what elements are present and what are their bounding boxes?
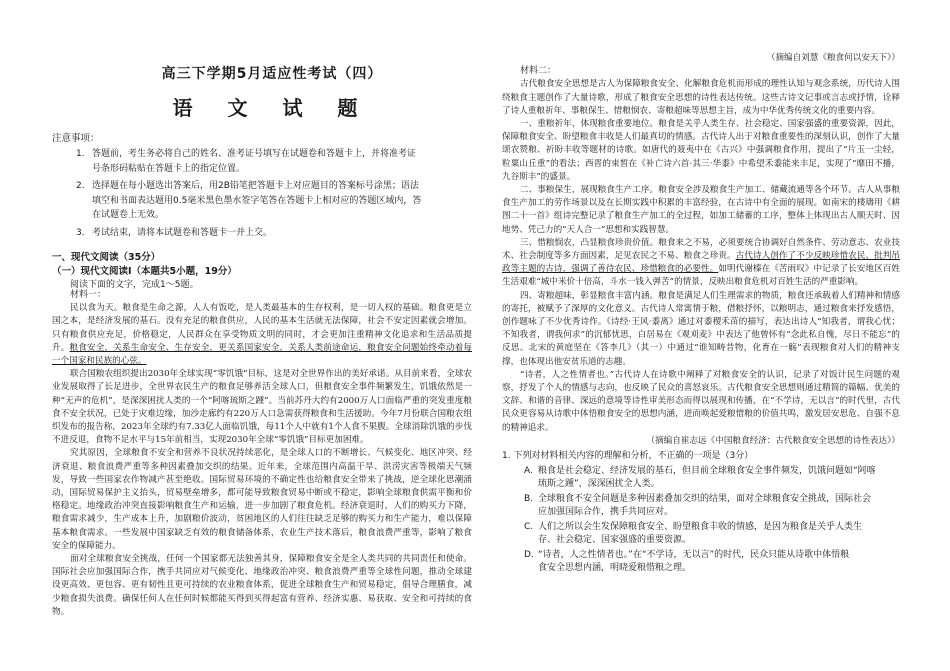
paragraph-text: 三、惜粮悯农，凸显粮食珍贵价值。粮食来之不易，必须要统合协调好自然条件、劳动意志、农业技术、社会制度等多方面因素，足见农民之不易、粮食之珍贵。 xyxy=(502,237,900,262)
paragraph: 一、重粮祈年，体现粮食重要地位。粮食是关乎人类生存、社会稳定、国家强盛的重要资源，因此，保障粮食安全、盼望粮食丰收是人们最真切的情感。古代诗人出于对粮食重要性的深刻认识，创作了大量颂农赞粮、祈盼丰收等题材的诗歌。如唐代的聂夷中在《古兴》中强调粮食作用，提出了“片玉一尘轻，粒粟山丘重”的看法；西晋的束皙在《补亡诗六首·其三·华黍》中希望禾黍能来丰足，实现了“靡田不播，九谷斯丰”的盛景。 xyxy=(502,119,900,182)
paragraph xyxy=(502,237,900,290)
notice-item xyxy=(76,179,471,223)
paragraph: 究其原因，全球粮食不安全和营养不良状况持续恶化，是全球人口的不断增长、气候变化、地区冲突、经济衰退、粮食浪费严重等多种因素叠加交织的结果。近年来，全球范围内高温干旱、洪涝灾害等极端天气频发，导致一些国家农作物减产甚至绝收。国际贸易环境的不确定性也给粮食安全带来了挑战，逆全球化思潮涌动，国际贸易保护主义抬头，贸易壁垒增多，都可能导致粮食贸易中断或不稳定，影响全球粮食供需平衡和价格稳定。地缘政治冲突直接影响粮食生产和运输，进一步加剧了粮食危机。经济衰退时，人们的购买力下降，粮食需求减少，生产成本上升，加剧粮价波动，贫困地区的人们往往缺乏足够的购买力和生产能力，难以保障基本粮食需求。一些发展中国家缺乏有效的粮食储备体系，农业生产技术落后，粮食浪费严重等，影响了粮食安全的保障能力。 xyxy=(52,448,472,551)
notice-list xyxy=(76,147,471,243)
option-letter: A. xyxy=(524,465,533,476)
notice-text: 在试题卷上无效。 xyxy=(92,210,165,220)
material-two-text xyxy=(502,52,900,576)
notice-number: 2. xyxy=(76,181,85,191)
option-text: 琉斯之踵”，深深困扰全人类。 xyxy=(538,479,660,490)
paragraph: “诗者，人之性情者也。”古代诗人在诗歌中阐释了对粮食安全的认识，记录了对饭计民生问题的观察，抒发了个人的情感与志向，也反映了民众的喜怒哀乐。古代粮食安全思想则通过精简的篇幅、优美的文辞、和谐的音律、深远的意境等诗性审美形态而得以展现和传播，在“不学诗，无以言”的时代里，古代民众更容易从诗歌中体悟粮食安全的思想内涵，进而唤起爱粮惜粮的价值共鸣，激发居安思危、自强不息的精神追求。 xyxy=(502,369,900,433)
option-text: 应加强国际合作，携手共同应对。 xyxy=(538,507,674,518)
option-letter: D. xyxy=(524,549,534,560)
underlined-text: 粮食安全，关系生命安全、生存安全，更关系国家安全，关系人类前途命运，粮食安全问题始终牵动着每一个国家和民族的心弦。 xyxy=(52,342,472,367)
option-text: 粮食是社会稳定、经济发展的基石，但目前全球粮食安全事件频发，饥饿问题如“阿喀 xyxy=(538,465,876,476)
notice-item xyxy=(76,226,471,241)
notice-text: 考试结束，请将本试题卷和答题卡一并上交。 xyxy=(92,227,273,238)
option-text: “诗者，人之性情者也。”在“不学诗，无以言”的时代，民众只能从诗歌中体悟粮 xyxy=(538,549,850,560)
option-letter: C. xyxy=(524,521,534,532)
subsection-heading: （一）现代文阅读Ⅰ（本题共5小题，19分） xyxy=(52,266,237,277)
paragraph: 面对全球粮食安全挑战，任何一个国家都无法独善其身，保障粮食安全是全人类共同的共同责任和使命。国际社会应加强国际合作，携手共同应对气候变化、地缘政治冲突、粮食浪费严重等全球性问题，推动全球建设更高效、更包容、更有韧性且更可持续的农业粮食体系，促进全球粮食生产和贸易稳定，倡导合理膳食，减少粮食损失浪费。确保任何人在任何时候都能买得到买得起富有营养、经济实惠、易获取、安全和可持续的食物。 xyxy=(52,554,472,617)
material-one-label: 材料一： xyxy=(70,290,107,300)
option-text: 全球粮食不安全问题是多种因素叠加交织的结果，面对全球粮食安全挑战，国际社会 xyxy=(538,493,872,504)
question-1 xyxy=(502,450,900,576)
material-two-label: 材料二： xyxy=(520,66,557,77)
option-a[interactable] xyxy=(502,465,900,492)
paragraph xyxy=(52,302,472,368)
notice-text: 号条形码粘贴在答题卡上的指定位置。 xyxy=(92,163,246,174)
paragraph: 联合国粮农组织提出2030年全球实现“零饥饿”目标，这是对全世界作出的美好承诺。从目前来看，全球农业发展取得了长足进步，全世界农民生产的粮食足够养活全球人口，但粮食安全事件频繁发生，饥饿依然是一种“无声的危机”，是深深困扰人类的一个“阿喀琉斯之踵”。当前苏丹大约有2000万人口面临严重的突发重度粮食不安全状况，已处于灾难边缘，加沙走廊约有220万人口急需获得粮食和生活援助。今年7月份联合国粮农组织发布的报告称，2023年全球约有7.33亿人面临饥饿，每11个人中就有1个人食不果腹。全球消除饥饿的步伐不进反退，食物不足水平与15年前相当，实现2030年全球“零饥饿”目标更加困难。 xyxy=(52,369,472,446)
reading-instruction: 阅读下面的文字，完成1～5题。 xyxy=(70,280,199,290)
paragraph: 四、寄粮超味，彰显粮食丰富内涵。粮食是满足人们生理需求的物质，粮食还承载着人们精神和情感的寄托，被赋予了深厚的文化意义。古代诗人常寓情于粮，借粮抒怀，以粮明志，通过粮食来抒发感悟，创作题咏了不少优秀诗作。《诗经·王风·黍离》通过对黍稷禾苗的描写，表达出诗人“知我者，谓我心忧；不知我者，谓我何求”的沉郁忧思，白居易在《观刈麦》中表达了他曾怀有“念此私自愧，尽日不能忘”的反思。北宋的黄庭坚在《答李几》（其一）中通过“谁知畴昔物，化育在一觞”表现粮食对人们的精神支撑，也体现出他安贫乐道的志趣。 xyxy=(502,290,900,367)
notice-text: 答题前，考生务必将自己的姓名、准考证号填写在试题卷和答题卡上，并将准考证 xyxy=(92,149,417,159)
paragraph: 二、事粮保生，展现粮食生产工序。粮食安全涉及粮食生产加工、储藏流通等各个环节。古人从事粮食生产加工的劳作场景以及在长期实践中积累的丰富经验，在古诗中有全面的展现。如南宋的楼璹用《耕图二十一首》组诗完整记录了粮食生产加工的全过程，如加工储蓄的工序，整体上体现出古人顺天时、因地势、凭己力的“天人合一”思想和实践智慧。 xyxy=(502,185,900,235)
notice-number: 3. xyxy=(76,227,85,238)
paragraph-text: 如明代谢榛在《苦雨叹》中记录了长安地区百姓生活艰难“城中米价十倍高，斗水一钱入弹苦”的情景，反映出粮食危机对百姓生活的严重影响。 xyxy=(502,264,900,288)
option-letter: B. xyxy=(524,493,534,504)
exam-title: 高三下学期5月适应性考试（四） xyxy=(161,66,383,82)
material-one-citation: （摘编自刘慧《粮食何以安天下》） xyxy=(766,53,900,63)
underlined-text: 古代诗人创作了不少反映珍惜农民、批判吊政等主题的古诗，强调了善待农民、珍惜粮食的必要性。 xyxy=(502,251,900,275)
option-text: 人们之所以会生发保障粮食安全、盼望粮食丰收的情感，是因为粮食是关乎人类生 xyxy=(538,521,863,532)
notice-number: 1. xyxy=(76,149,85,159)
option-c[interactable] xyxy=(502,521,900,548)
notice-heading: 注意事项： xyxy=(52,133,100,144)
option-text: 食安全思想内涵，明晓爱粮惜粮之理。 xyxy=(538,563,692,574)
material-one-text xyxy=(52,289,472,619)
material-two-citation: （摘编自崔志远《中国粮食经济：古代粮食安全思想的诗性表达》） xyxy=(646,435,900,446)
notice-text: 选择题在每小题选出答案后，用2B铅笔把答题卡上对应题目的答案标号涂黑；语法 xyxy=(92,181,419,191)
subject-title: 语 文 试 题 xyxy=(172,96,372,120)
paragraph: 古代粮食安全思想是古人为保障粮食安全、化解粮食危机而形成的理性认知与观念系统，历代诗人围绕粮食主题创作了大量诗歌，形成了粮食安全思想的诗性表达传统。这些古诗文记事或言志或抒情，诠释了诗人重粮祈年、事粮保生、惜粮悯农、寄粮超味等思想主旨，成为中华优秀传统文化的重要内容。 xyxy=(502,79,900,116)
notice-text: 填空和书面表达题用0.5毫米黑色墨水签字笔答在答题卡上相对应的答题区域内，答 xyxy=(92,195,422,206)
option-text: 存、社会稳定、国家强盛的重要资源。 xyxy=(538,535,692,546)
option-b[interactable] xyxy=(502,493,900,520)
paragraph-text: 民以食为天。粮食是生命之源，人人有饭吃，是人类最基本的生存权利，是一切人权的基础。粮食更是立国之本，是经济发展的基石。没有充足的粮食供应，人民的基本生活就无法保障，社会不安定因素就会增加。只有粮食供应充足，价格稳定，人民群众在享受物质文明的同时，才会更加注重精神文化追求和生活品质提升。 xyxy=(52,303,472,353)
option-d[interactable] xyxy=(502,549,900,576)
section-heading: 一、现代文阅读（35分） xyxy=(52,252,161,263)
notice-item xyxy=(76,147,471,176)
question-stem: 1. 下列对材料相关内容的理解和分析，不正确的一项是（3分） xyxy=(502,451,754,462)
